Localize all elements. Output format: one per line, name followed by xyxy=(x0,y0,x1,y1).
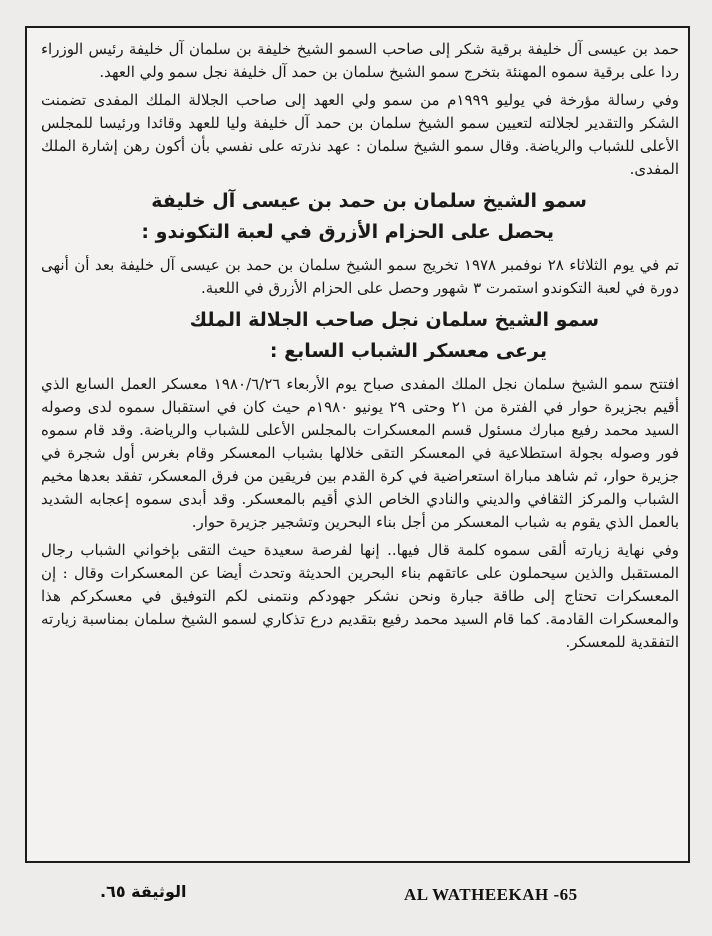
paragraph-taekwondo: تم في يوم الثلاثاء ٢٨ نوفمبر ١٩٧٨ تخريج سمو الشيخ سلمان بن حمد بن عيسى آل خليفة بعد أن أنهى دورة في لعبة التكوندو استمرت ٣ شهور وحصل على الحزام الأزرق في اللعبة. xyxy=(41,256,679,297)
paragraph-camp-opening: افتتح سمو الشيخ سلمان نجل الملك المفدى صباح يوم الأربعاء ١٩٨٠/٦/٢٦ معسكر العمل السابع الذي أقيم بجزيرة حوار في الفترة من ٢١ وحتى ٢٩ يونيو ١٩٨٠م حيث كان في استقبال سموه لدى وصوله السيد محمد رفيع مبارك مسئول قسم المعسكرات بالمجلس الأعلى للشباب والرياضة. وقد قام سموه فور وصوله بجولة استطلاعية في المعسكر التقى خلالها بشباب المعسكر وقام بغرس أول شجرة في جزيرة حوار، ثم شاهد مباراة استعراضية في كرة القدم بين فريقين من فرق المعسكر، تفقد بعدها مخيم الشباب والمركز الثقافي والديني والنادي الخاص الذي أقيم بالمعسكر. وقد أبدى سموه إعجابه الشديد بالعمل الذي يقوم به شباب المعسكر من أجل بناء البحرين وتشجير جزيرة حوار. xyxy=(41,375,679,531)
footer-english-page-label: AL WATHEEKAH -65 xyxy=(404,885,578,904)
paragraph-camp-speech: وفي نهاية زيارته ألقى سموه كلمة قال فيها.. إنها لفرصة سعيدة حيث التقى بإخواني الشباب رجال المستقبل والذين سيحملون على عاتقهم بناء البحرين الحديثة وتحدث أيضا عن المعسكرات وقال : إن المعسكرات تحتاج إلى طاقة جبارة ونحن نشكر جهودكم ونتمنى لكم التوفيق في معسكركم هذا والمعسكرات القادمة. كما قام السيد محمد رفيع بتقديم درع تذكاري لسمو الشيخ سلمان بمناسبة زيارته التفقدية للمعسكر. xyxy=(41,541,679,651)
heading-youth-camp-line1: سمو الشيخ سلمان نجل صاحب الجلالة الملك xyxy=(189,309,599,331)
footer-arabic-page-label: الوثيقة ٦٥. xyxy=(100,882,187,901)
heading-taekwondo xyxy=(41,186,679,248)
heading-youth-camp-line2: يرعى معسكر الشباب السابع : xyxy=(269,340,547,362)
paragraph-letter: وفي رسالة مؤرخة في يوليو ١٩٩٩م من سمو ولي العهد إلى صاحب الجلالة الملك المفدى تضمنت الشكر والتقدير لجلالته لتعيين سمو الشيخ سلمان بن حمد آل خليفة وليا للعهد وقائدا ورئيسا للمجلس الأعلى للشباب والرياضة. وقال سمو الشيخ سلمان : عهد نذرته على نفسي بأن أكون رهن إشارة الملك المفدى. xyxy=(41,91,679,178)
article-body xyxy=(41,38,679,659)
heading-taekwondo-line2: يحصل على الحزام الأزرق في لعبة التكوندو : xyxy=(141,221,554,243)
page-footer xyxy=(0,876,712,916)
heading-youth-camp xyxy=(41,305,679,367)
heading-taekwondo-line1: سمو الشيخ سلمان بن حمد بن عيسى آل خليفة xyxy=(151,190,587,212)
paragraph-telegram: حمد بن عيسى آل خليفة برقية شكر إلى صاحب السمو الشيخ خليفة بن سلمان آل خليفة رئيس الوزراء ردا على برقية سموه المهنئة بتخرج سمو الشيخ سلمان بن حمد آل خليفة نجل سمو ولي العهد. xyxy=(41,40,679,81)
